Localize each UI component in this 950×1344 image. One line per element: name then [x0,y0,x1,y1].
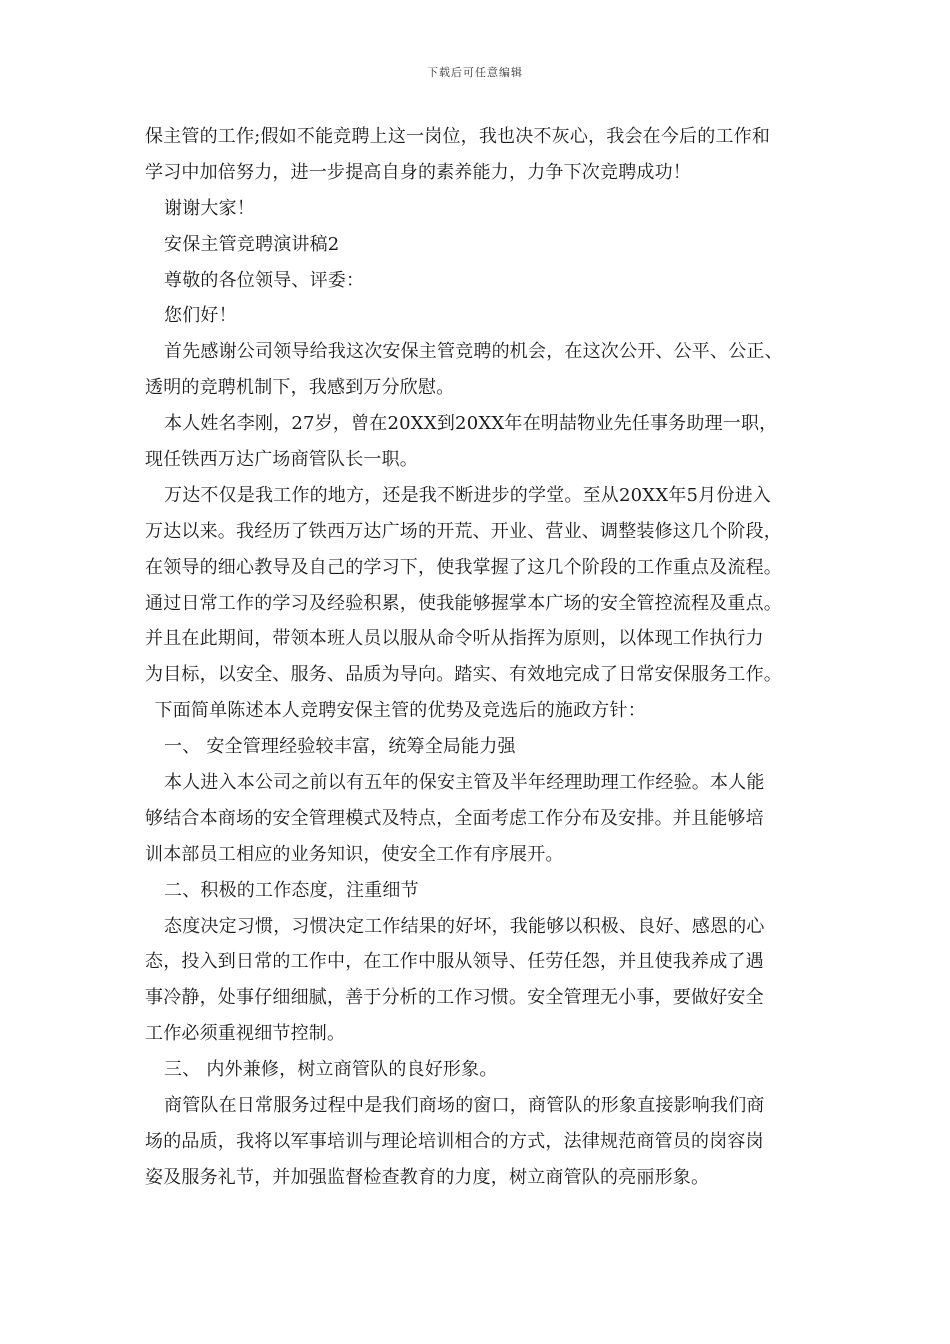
text-line: 您们好！ [164,305,237,327]
text-line: 并且在此期间，带领本班人员以服从命令听从指挥为原则，以体现工作执行力 [145,628,764,650]
text-line: 一、 安全管理经验较丰富，统筹全局能力强 [164,736,516,758]
text-line: 工作必须重视细节控制。 [145,1023,346,1045]
text-line: 训本部员工相应的业务知识，使安全工作有序展开。 [145,843,564,865]
text-line: 商管队在日常服务过程中是我们商场的窗口，商管队的形象直接影响我们商 [164,1095,765,1117]
text-line: 为目标，以安全、服务、品质为导向。踏实、有效地完成了日常安保服务工作。 [145,664,782,686]
text-line: 在领导的细心教导及自己的学习下，使我掌握了这几个阶段的工作重点及流程。 [145,556,782,578]
text-line: 保主管的工作;假如不能竞聘上这一岗位，我也决不灰心，我会在今后的工作和 [145,126,771,147]
text-line: 态度决定习惯，习惯决定工作结果的好坏，我能够以积极、良好、感恩的心 [164,915,765,937]
page-header-note: 下载后可任意编辑 [427,66,523,79]
text-line: 本人姓名李刚，27岁，曾在20XX到20XX年在明喆物业先任事务助理一职， [164,413,778,435]
text-line: 万达以来。我经历了铁西万达广场的开荒、开业、营业、调整装修这几个阶段， [145,520,782,542]
text-line: 三、 内外兼修，树立商管队的良好形象。 [164,1059,498,1081]
text-line: 二、积极的工作态度，注重细节 [164,879,419,901]
document-body [145,119,825,1196]
text-line: 尊敬的各位领导、评委： [164,269,365,291]
text-line: 学习中加倍努力，进一步提高自身的素养能力，力争下次竞聘成功！ [145,161,691,183]
text-line: 本人进入本公司之前以有五年的保安主管及半年经理助理工作经验。本人能 [164,772,765,794]
text-line: 姿及服务礼节，并加强监督检查教育的力度，树立商管队的亮丽形象。 [145,1166,710,1188]
text-line: 态，投入到日常的工作中，在工作中服从领导、任劳任怨，并且使我养成了遇 [145,951,764,973]
text-line: 通过日常工作的学习及经验积累，使我能够握掌本广场的安全管控流程及重点。 [145,592,782,614]
text-line: 谢谢大家！ [164,197,255,219]
text-line: 首先感谢公司领导给我这次安保主管竞聘的机会，在这次公开、公平、公正、 [164,341,783,363]
text-line: 事冷静，处事仔细细腻，善于分析的工作习惯。安全管理无小事，要做好安全 [145,987,764,1009]
text-line: 够结合本商场的安全管理模式及特点，全面考虑工作分布及安排。并且能够培 [145,807,764,829]
text-line: 透明的竞聘机制下，我感到万分欣慰。 [145,377,455,399]
text-line: 现任铁西万达广场商管队长一职。 [145,449,418,471]
text-line: 万达不仅是我工作的地方，还是我不断进步的学堂。至从20XX年5月份进入 [164,484,771,506]
text-line: 下面简单陈述本人竞聘安保主管的优势及竞选后的施政方针： [154,700,646,722]
text-line: 安保主管竞聘演讲稿2 [164,233,340,255]
text-line: 场的品质，我将以军事培训与理论培训相合的方式，法律规范商管员的岗容岗 [145,1130,764,1152]
